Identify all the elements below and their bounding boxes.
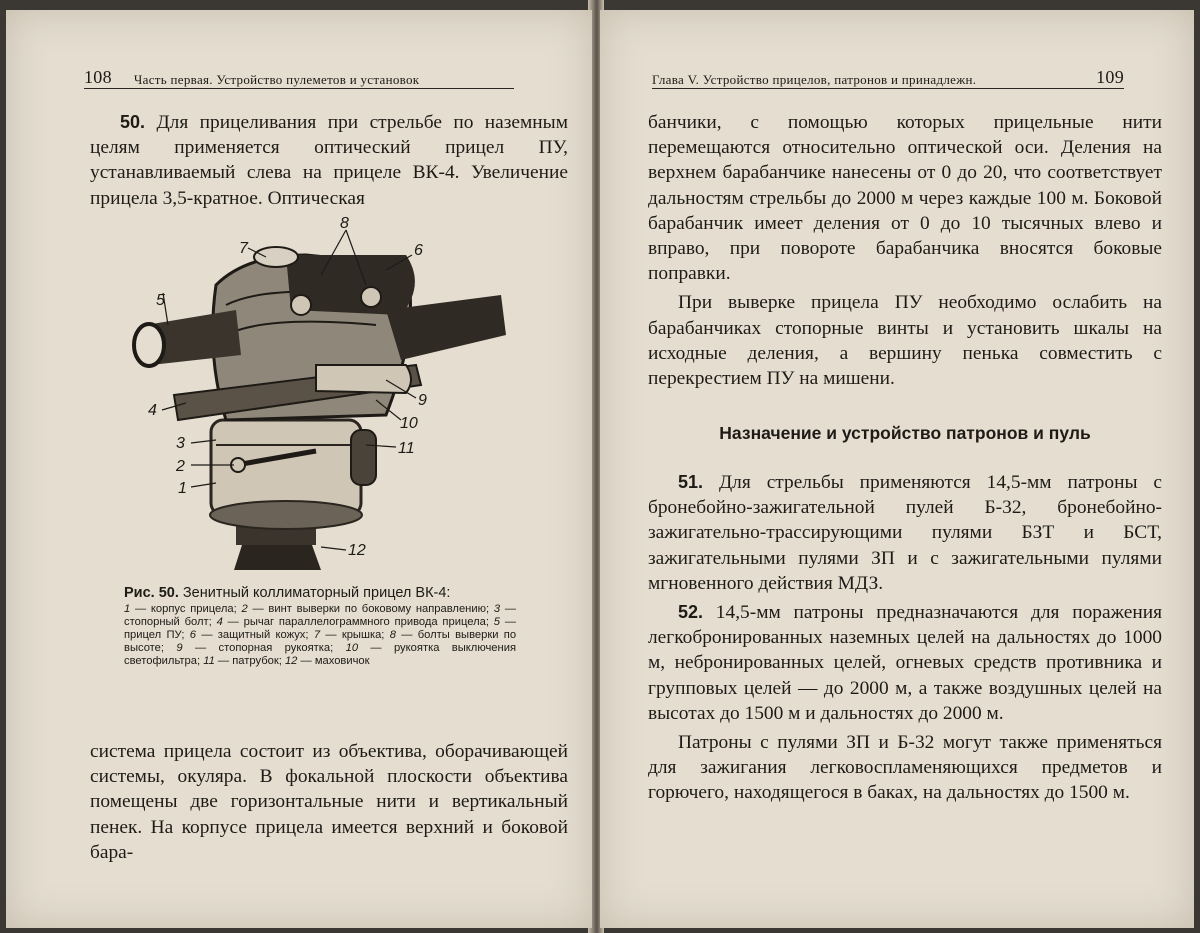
callout-2: 2 <box>176 458 185 475</box>
legend-num: 8 <box>389 629 396 641</box>
incendiary-paragraph: Патроны с пулями ЗП и Б-32 могут также применяться для зажигания легковоспламеняющихся предметов и горючего, находящегося в баках, на дальностях до 1500 м. <box>648 732 1162 804</box>
left-continuation-text: система прицела состоит из объектива, оборачивающей системы, окуляра. В фокальной плоскости объектива помещены две горизонтальные нити и вертикальный пенек. На корпусе прицела имеется верхний и боковой бара- <box>90 741 568 863</box>
figure-title: Зенитный коллиматорный прицел ВК-4: <box>182 585 451 601</box>
legend-num: 9 <box>176 642 183 654</box>
legend-text: маховичок <box>314 655 370 667</box>
callout-1: 1 <box>178 480 187 497</box>
legend-text: рукоятка выключения светофильтра; <box>124 642 516 667</box>
legend-text: крышка; <box>341 629 385 641</box>
paragraph-52-number: 52. <box>678 602 704 623</box>
figure-label: Рис. 50. <box>124 585 179 601</box>
right-running-title: Глава V. Устройство прицелов, патронов и принадлежн. <box>652 72 977 87</box>
right-running-head <box>652 58 1124 89</box>
callout-6: 6 <box>414 242 423 259</box>
paragraph-51-text: Для стрельбы применяются 14,5-мм патроны с бронебойно-зажигательной пулей Б-32, бронебойно-зажигательно-трассирующими пулями БЗТ и БСТ, зажигательными пулями ЗП и с зажигательными пулями мгновенного действия МДЗ. <box>648 472 1162 594</box>
legend-text: рычаг параллелограммного привода прицела; <box>243 616 489 628</box>
left-page <box>6 10 592 928</box>
paragraph-52 <box>648 600 1162 726</box>
right-bottom-text <box>648 470 1162 806</box>
section-heading: Назначение и устройство патронов и пуль <box>719 423 1091 443</box>
paragraph-51-number: 51. <box>678 472 704 492</box>
callout-5: 5 <box>156 292 165 309</box>
alignment-paragraph: При выверке прицела ПУ необходимо ослабить на барабанчиках стопорные винты и установить шкалы на исходные деления, а вершину пенька совместить с перекрестием ПУ на мишени. <box>648 292 1162 390</box>
legend-text: стопорный болт; <box>124 616 212 628</box>
paragraph-51 <box>648 470 1162 596</box>
legend-num: 6 <box>189 629 197 641</box>
page-number-left: 108 <box>84 67 112 87</box>
legend-num: 4 <box>216 616 223 628</box>
left-running-title: Часть первая. Устройство пулеметов и установок <box>133 72 420 87</box>
paragraph-50-text: Для прицеливания при стрельбе по наземным целям применяется оптический прицел ПУ, устанавливаемый слева на прицеле ВК-4. Увеличение прицела 3,5-кратное. Оптическая <box>90 112 568 209</box>
legend-num: 2 <box>241 603 248 615</box>
figure-caption-title <box>124 585 516 601</box>
callout-3: 3 <box>176 435 185 452</box>
right-top-text <box>648 110 1162 391</box>
paragraph-50 <box>90 110 568 211</box>
callout-4: 4 <box>148 402 157 419</box>
legend-num: 5 <box>493 616 501 628</box>
callout-9: 9 <box>418 392 427 409</box>
right-continuation-text: банчики, с помощью которых прицельные нити перемещаются относительно оптической оси. Деления на верхнем барабанчике нанесены от 0 до 20, что соответствует дальностям стрельбы до 2000 м через каждые 100 м. Боковой барабанчик имеет деления от 0 до 10 тысячных влево и вправо, при повороте барабанчика вносятся боковые поправки. <box>648 112 1162 285</box>
callout-11: 11 <box>398 440 415 457</box>
legend-num: 10 <box>345 642 359 654</box>
left-continuation-paragraph <box>90 739 568 865</box>
figure-50-collimator-sight <box>116 215 516 580</box>
collimator-sight-drawing <box>116 215 516 580</box>
left-running-head <box>84 58 514 89</box>
legend-num: 1 <box>124 603 131 615</box>
page-number-right: 109 <box>1096 67 1124 87</box>
legend-text: болты выверки по высоте; <box>124 629 517 654</box>
legend-text: защитный кожух; <box>217 629 309 641</box>
paragraph-52-text: 14,5-мм патроны предназначаются для поражения легкобронированных наземных целей на дальностях до 1000 м, небронированных целей, огневых средств противника и групповых целей — до 2000 м, а также воздушных целей на высотах до 1500 м и дальностях до 2000 м. <box>648 602 1162 724</box>
legend-num: 12 <box>284 655 298 667</box>
legend-text: винт выверки по боковому направлению; <box>268 603 490 615</box>
figure-caption <box>124 585 516 668</box>
right-page <box>600 10 1194 928</box>
legend-num: 7 <box>313 629 321 641</box>
paragraph-50-number: 50. <box>120 112 146 132</box>
figure-legend: 1 — корпус прицела; 2 — винт выверки по боковому направлению; 3 — стопорный болт; 4 — рычаг параллелограммного привода прицела; 5 — прицел ПУ; 6 — защитный кожух; 7 — крышка; 8 — болты выверки по высоте; 9 — стопорная рукоятка; 10 — рукоятка выключения светофильтра; 11 — патрубок; 12 — маховичок <box>124 603 517 667</box>
legend-text: стопорная рукоятка; <box>218 642 334 654</box>
legend-text: патрубок; <box>232 655 282 667</box>
callout-12: 12 <box>348 542 366 559</box>
legend-num: 3 <box>493 603 501 615</box>
legend-num: 11 <box>203 655 215 667</box>
legend-text: корпус прицела; <box>150 603 237 615</box>
legend-text: прицел ПУ; <box>124 629 185 641</box>
callout-10: 10 <box>400 415 418 432</box>
callout-7: 7 <box>239 240 248 257</box>
callout-8: 8 <box>340 215 349 232</box>
